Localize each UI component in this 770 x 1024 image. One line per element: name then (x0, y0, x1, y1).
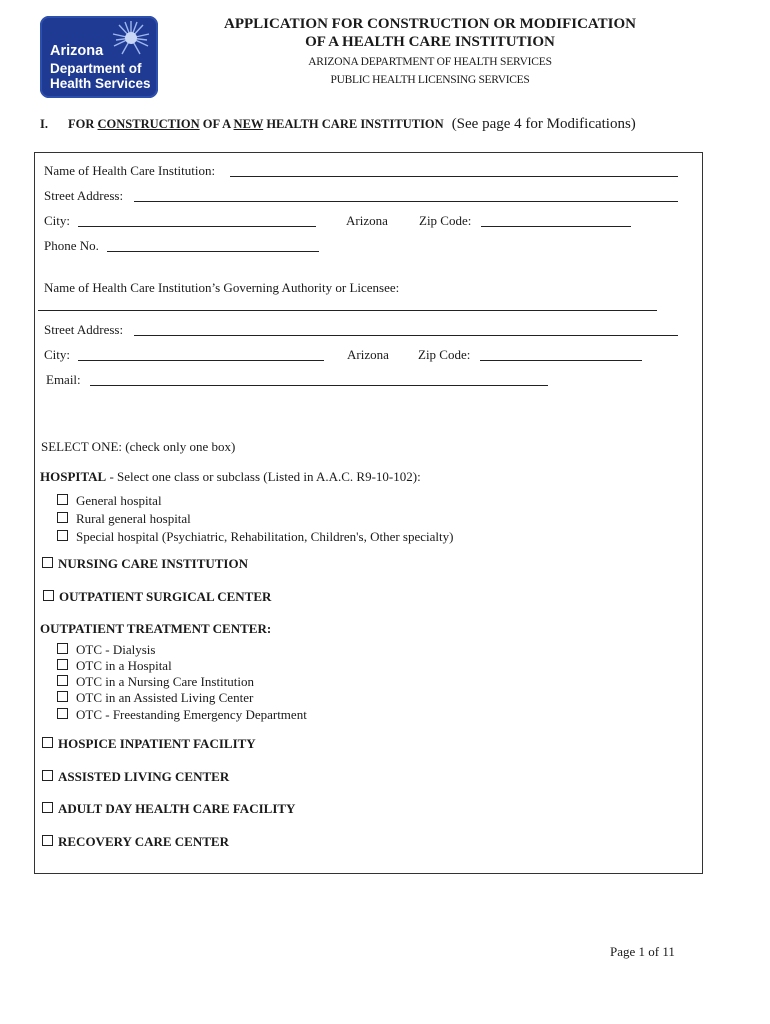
hospital-description: - Select one class or subclass (Listed in A.A.C. R9-10-102): (106, 469, 421, 484)
institution-name-label: Name of Health Care Institution: (44, 163, 216, 178)
logo-line-1: Arizona (50, 43, 104, 59)
nursing-care-checkbox[interactable] (42, 556, 248, 572)
checkbox-icon[interactable] (42, 802, 53, 813)
otc-assisted-living-checkbox[interactable] (57, 690, 253, 706)
zip-code-label: Zip Code: (419, 213, 472, 228)
special-hospital-checkbox[interactable] (57, 529, 453, 545)
checkbox-icon[interactable] (57, 512, 68, 523)
section-new: NEW (233, 117, 264, 131)
section-text-1: FOR (68, 117, 98, 131)
hospital-title: HOSPITAL (40, 469, 107, 484)
rural-general-hospital-checkbox[interactable] (57, 511, 191, 527)
otc-hospital-checkbox[interactable] (57, 658, 172, 674)
option-label: ASSISTED LIVING CENTER (58, 769, 230, 784)
checkbox-icon[interactable] (43, 590, 54, 601)
option-label: OTC - Dialysis (76, 642, 156, 657)
option-label: HOSPICE INPATIENT FACILITY (58, 736, 256, 751)
section-construction: CONSTRUCTION (97, 117, 200, 131)
option-label: ADULT DAY HEALTH CARE FACILITY (58, 801, 296, 816)
form-title-line-1: APPLICATION FOR CONSTRUCTION OR MODIFICATION (224, 16, 636, 32)
governing-authority-label: Name of Health Care Institution’s Governing Authority or Licensee: (44, 280, 400, 295)
outpatient-surgical-checkbox[interactable] (43, 589, 271, 605)
otc-nursing-checkbox[interactable] (57, 674, 254, 690)
form-title-line-2: OF A HEALTH CARE INSTITUTION (305, 34, 555, 50)
otc-dialysis-checkbox[interactable] (57, 642, 155, 658)
option-label: General hospital (76, 493, 162, 508)
option-label: OTC in a Hospital (76, 658, 172, 673)
option-label: OTC in an Assisted Living Center (76, 690, 254, 705)
logo-line-2: Department of (50, 61, 142, 76)
street-address-label: Street Address: (44, 188, 124, 203)
section-note: (See page 4 for Modifications) (451, 116, 636, 132)
department-name: ARIZONA DEPARTMENT OF HEALTH SERVICES (308, 56, 552, 68)
option-label: OTC in a Nursing Care Institution (76, 674, 255, 689)
option-label: OUTPATIENT SURGICAL CENTER (59, 589, 272, 604)
city-label: City: (44, 213, 71, 228)
checkbox-icon[interactable] (57, 691, 68, 702)
hospital-heading (40, 469, 421, 485)
city-field[interactable] (78, 226, 316, 227)
phone-field[interactable] (107, 251, 319, 252)
phone-label: Phone No. (44, 238, 99, 253)
licensee-city-field[interactable] (78, 360, 324, 361)
adhs-logo (40, 16, 158, 98)
checkbox-icon[interactable] (57, 643, 68, 654)
option-label: Special hospital (Psychiatric, Rehabilitation, Children's, Other specialty) (76, 529, 454, 544)
sun-icon (110, 20, 152, 56)
checkbox-icon[interactable] (42, 835, 53, 846)
option-label: OTC - Freestanding Emergency Department (76, 707, 307, 722)
checkbox-icon[interactable] (57, 530, 68, 541)
checkbox-icon[interactable] (42, 770, 53, 781)
section-text-2: OF A (199, 117, 234, 131)
section-text-3: HEALTH CARE INSTITUTION (263, 117, 444, 131)
zip-code-field[interactable] (481, 226, 631, 227)
licensee-street-field[interactable] (134, 335, 678, 336)
email-label: Email: (46, 372, 81, 387)
otc-heading: OUTPATIENT TREATMENT CENTER: (40, 621, 272, 636)
licensee-zip-field[interactable] (480, 360, 642, 361)
assisted-living-checkbox[interactable] (42, 769, 229, 785)
governing-authority-field[interactable] (38, 310, 657, 311)
email-field[interactable] (90, 385, 548, 386)
general-hospital-checkbox[interactable] (57, 493, 162, 509)
institution-name-field[interactable] (230, 176, 678, 177)
option-label: RECOVERY CARE CENTER (58, 834, 229, 849)
division-name: PUBLIC HEALTH LICENSING SERVICES (330, 74, 530, 86)
checkbox-icon[interactable] (57, 659, 68, 670)
recovery-care-checkbox[interactable] (42, 834, 229, 850)
licensee-zip-label: Zip Code: (418, 347, 471, 362)
state-label: Arizona (346, 213, 388, 228)
select-one-instruction: SELECT ONE: (check only one box) (41, 439, 236, 454)
page-number: Page 1 of 11 (610, 944, 675, 959)
licensee-city-label: City: (44, 347, 71, 362)
logo-line-3: Health Services (50, 76, 151, 91)
hospice-checkbox[interactable] (42, 736, 256, 752)
checkbox-icon[interactable] (42, 557, 53, 568)
licensee-state-label: Arizona (347, 347, 389, 362)
otc-emergency-checkbox[interactable] (57, 707, 307, 723)
checkbox-icon[interactable] (57, 494, 68, 505)
checkbox-icon[interactable] (57, 675, 68, 686)
adult-day-checkbox[interactable] (42, 801, 295, 817)
checkbox-icon[interactable] (57, 708, 68, 719)
option-label: NURSING CARE INSTITUTION (58, 556, 248, 571)
section-heading (40, 116, 636, 133)
licensee-street-label: Street Address: (44, 322, 124, 337)
checkbox-icon[interactable] (42, 737, 53, 748)
option-label: Rural general hospital (76, 511, 191, 526)
section-number: I. (40, 117, 48, 131)
street-address-field[interactable] (134, 201, 678, 202)
